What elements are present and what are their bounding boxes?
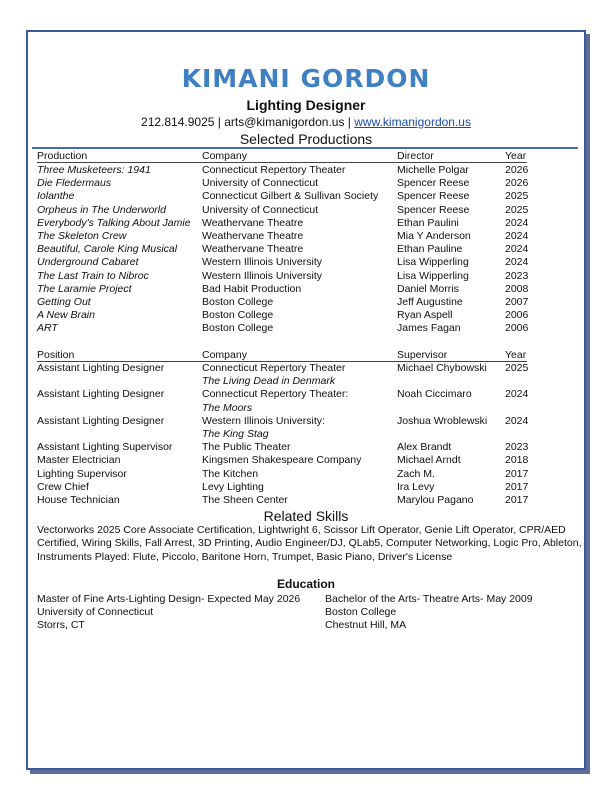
position: House Technician <box>37 494 120 506</box>
company: Boston College <box>202 322 274 335</box>
section-divider <box>32 147 578 149</box>
company: Levy Lighting <box>202 480 264 493</box>
table-row <box>0 322 612 335</box>
job-title: Lighting Designer <box>246 97 366 113</box>
year: 2024 <box>505 256 529 269</box>
column-header: Company <box>202 349 247 361</box>
table-row <box>0 454 612 467</box>
year: 2025 <box>505 203 529 216</box>
company: Western Illinois University <box>202 256 323 269</box>
director: Ryan Aspell <box>397 309 453 322</box>
header-underline <box>37 162 527 163</box>
supervisor: Zach M. <box>397 467 435 480</box>
column-header: Year <box>505 349 527 361</box>
table-row-detail <box>0 402 612 415</box>
director: Lisa Wipperling <box>397 269 469 282</box>
school-location: Storrs, CT <box>37 619 85 631</box>
year: 2006 <box>505 322 529 335</box>
skills-heading: Related Skills <box>263 508 349 524</box>
production-title: Orpheus in The Underworld <box>37 203 166 216</box>
table-row <box>0 283 612 296</box>
year: 2025 <box>505 362 529 374</box>
table-row <box>0 309 612 322</box>
director: Daniel Morris <box>397 282 459 295</box>
table-row <box>0 243 612 256</box>
table-row-detail <box>0 375 612 388</box>
position: Crew Chief <box>37 480 89 493</box>
production-title: ART <box>37 322 58 335</box>
year: 2026 <box>505 164 529 176</box>
education-left <box>37 593 300 632</box>
education-right <box>325 593 533 632</box>
table-row <box>0 415 612 428</box>
company: Kingsmen Shakespeare Company <box>202 454 362 467</box>
company: Connecticut Gilbert & Sullivan Society <box>202 190 379 203</box>
company: Weathervane Theatre <box>202 216 304 229</box>
table-row <box>0 481 612 494</box>
supervisor: Michael Arndt <box>397 454 461 467</box>
director: Spencer Reese <box>397 203 470 216</box>
table-row <box>0 296 612 309</box>
table-row <box>0 441 612 454</box>
table-row <box>0 190 612 203</box>
production-title: Underground Cabaret <box>37 256 139 269</box>
website-link[interactable]: www.kimanigordon.us <box>354 115 471 129</box>
table-row <box>0 362 612 375</box>
company: Connecticut Repertory Theater <box>202 362 346 374</box>
company: Connecticut Repertory Theater <box>202 164 346 176</box>
production-title: Die Fledermaus <box>37 177 112 190</box>
show-title: The Living Dead in Denmark <box>202 375 336 388</box>
table-row <box>0 270 612 283</box>
director: Spencer Reese <box>397 190 470 203</box>
position: Assistant Lighting Supervisor <box>37 441 173 454</box>
director: Lisa Wipperling <box>397 256 469 269</box>
year: 2017 <box>505 467 529 480</box>
director: Spencer Reese <box>397 177 470 190</box>
position: Assistant Lighting Designer <box>37 414 165 427</box>
company: Weathervane Theatre <box>202 230 304 242</box>
applicant-name: KIMANI GORDON <box>181 64 431 93</box>
director: James Fagan <box>397 322 461 335</box>
year: 2024 <box>505 216 529 229</box>
supervisor: Michael Chybowski <box>397 362 487 374</box>
year: 2025 <box>505 190 529 203</box>
position: Lighting Supervisor <box>37 467 127 480</box>
director: Mia Y Anderson <box>397 230 471 242</box>
table-row <box>0 177 612 190</box>
position: Master Electrician <box>37 454 121 467</box>
school: University of Connecticut <box>37 606 154 618</box>
company: Boston College <box>202 309 274 322</box>
column-header: Production <box>37 150 88 162</box>
production-title: Everybody's Talking About Jamie <box>37 216 191 229</box>
company: Western Illinois University: <box>202 414 325 427</box>
director: Ethan Pauline <box>397 243 463 256</box>
production-title: Beautiful, Carole King Musical <box>37 243 178 256</box>
skills-text: Vectorworks 2025 Core Associate Certification, Lightwright 6, Scissor Lift Operator, Genie Lift Operator, CPR/AED Certified, Wiring Skills, Fall Arrest, 3D Printing, Audio Engineer/DJ, QLab5, Computer Networking, Logic Pro, Ableton, Instruments Played: Flute, Piccolo, Baritone Horn, Trumpet, Basic Piano, Driver's License <box>37 524 582 563</box>
year: 2007 <box>505 296 529 308</box>
supervisor: Noah Ciccimaro <box>397 388 472 401</box>
productions-heading: Selected Productions <box>239 131 373 147</box>
production-title: Iolanthe <box>37 190 75 203</box>
table-row <box>0 230 612 243</box>
show-title: The King Stag <box>202 428 269 440</box>
production-title: Three Musketeers: 1941 <box>37 164 151 176</box>
supervisor: Alex Brandt <box>397 441 452 454</box>
director: Jeff Augustine <box>397 296 463 308</box>
year: 2008 <box>505 282 529 295</box>
column-header: Director <box>397 150 434 162</box>
year: 2024 <box>505 388 529 401</box>
company: Boston College <box>202 296 274 308</box>
table-row <box>0 388 612 401</box>
table-row <box>0 256 612 269</box>
production-title: The Skeleton Crew <box>37 230 127 242</box>
supervisor: Ira Levy <box>397 480 435 493</box>
production-title: The Last Train to Nibroc <box>37 269 149 282</box>
school-location: Chestnut Hill, MA <box>325 619 407 631</box>
company: Bad Habit Production <box>202 282 302 295</box>
table-row-detail <box>0 428 612 441</box>
year: 2017 <box>505 480 529 493</box>
column-header: Year <box>505 150 527 162</box>
position: Assistant Lighting Designer <box>37 388 165 401</box>
table-row <box>0 204 612 217</box>
year: 2024 <box>505 230 529 242</box>
year: 2024 <box>505 414 529 427</box>
column-header: Position <box>37 349 75 361</box>
education-heading: Education <box>276 577 335 591</box>
year: 2026 <box>505 177 529 190</box>
position: Assistant Lighting Designer <box>37 362 165 374</box>
year: 2023 <box>505 269 529 282</box>
table-row <box>0 164 612 177</box>
company: Western Illinois University <box>202 269 323 282</box>
column-header: Company <box>202 150 247 162</box>
director: Michelle Polgar <box>397 164 469 176</box>
year: 2017 <box>505 494 529 506</box>
table-row <box>0 217 612 230</box>
production-title: A New Brain <box>37 309 95 322</box>
supervisor: Joshua Wroblewski <box>397 414 488 427</box>
company: Connecticut Repertory Theater: <box>202 388 349 401</box>
year: 2018 <box>505 454 529 467</box>
degree: Bachelor of the Arts- Theatre Arts- May 2009 <box>325 593 533 605</box>
company: University of Connecticut <box>202 203 319 216</box>
production-title: Getting Out <box>37 296 91 308</box>
company: The Sheen Center <box>202 494 288 506</box>
supervisor: Marylou Pagano <box>397 494 474 506</box>
contact-line <box>0 115 612 129</box>
show-title: The Moors <box>202 401 253 414</box>
company: The Kitchen <box>202 467 259 480</box>
director: Ethan Paulini <box>397 216 459 229</box>
year: 2024 <box>505 243 529 256</box>
production-title: The Laramie Project <box>37 282 132 295</box>
company: University of Connecticut <box>202 177 319 190</box>
contact-details: 212.814.9025 | arts@kimanigordon.us | <box>141 115 355 129</box>
degree: Master of Fine Arts-Lighting Design- Expected May 2026 <box>37 593 301 605</box>
year: 2006 <box>505 309 529 322</box>
company: The Public Theater <box>202 441 291 454</box>
table-row <box>0 468 612 481</box>
school: Boston College <box>325 606 397 618</box>
year: 2023 <box>505 441 529 454</box>
table-row <box>0 494 612 507</box>
column-header: Supervisor <box>397 349 448 361</box>
company: Weathervane Theatre <box>202 243 304 256</box>
